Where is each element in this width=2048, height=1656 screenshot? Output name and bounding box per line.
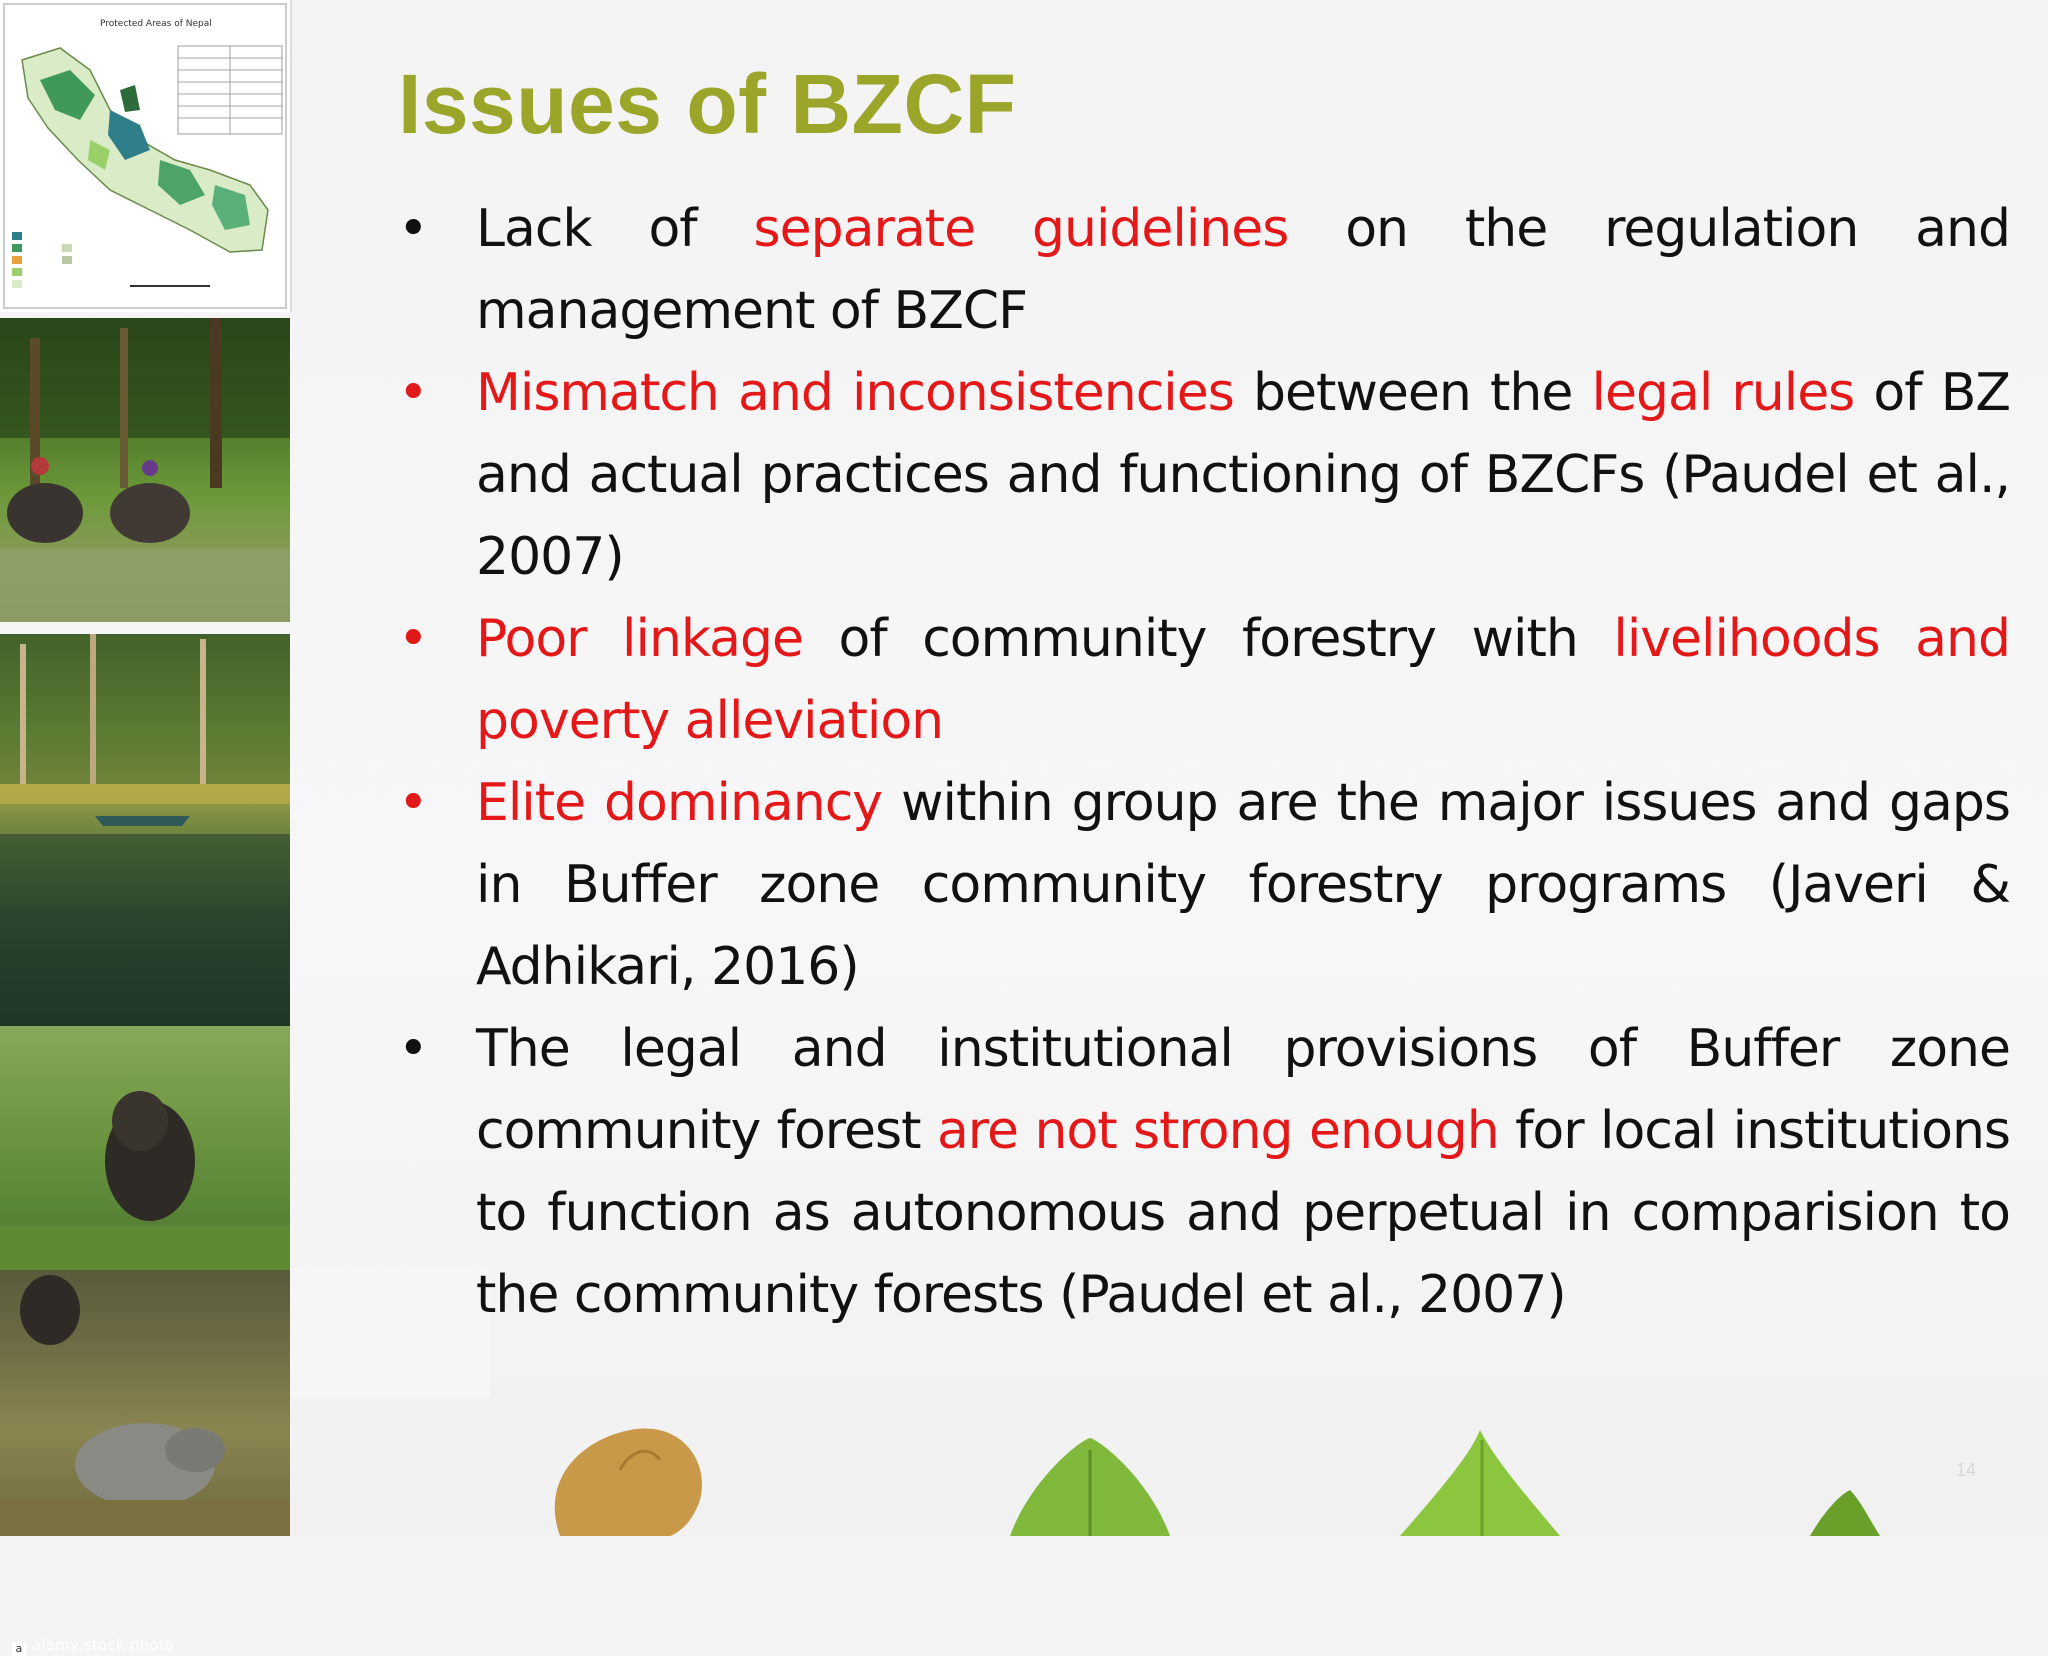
decorative-leaves [290,1400,2048,1536]
map-graphic [0,0,290,312]
elephant-scene [0,318,290,622]
highlighted-text: Mismatch and inconsistencies [476,363,1234,423]
highlighted-text: legal rules [1591,363,1855,423]
bullet-item [398,762,2010,1008]
highlighted-text: Poor linkage [476,609,803,669]
bullet-text: on the regulation and management of BZCF [476,199,2011,341]
highlighted-text: are not strong enough [936,1101,1499,1161]
slide-title: Issues of BZCF [398,57,1017,151]
bullet-text: of BZ and actual practices and functioning of BZCFs (Paudel et al., 2007) [476,363,2010,587]
boar-scene [0,1026,290,1270]
highlighted-text: separate guidelines [753,199,1289,259]
elephant-safari-photo [0,318,290,622]
bullet-text: Lack of [476,199,754,259]
lake-scene [0,634,290,1026]
bullet-marker: • [398,609,428,669]
bullet-text: within group are the major issues and gaps in Buffer zone community forestry programs (Javeri & Adhikari, 2016) [476,773,2010,997]
bullet-text: between the [1233,363,1592,423]
highlighted-text: livelihoods and poverty alleviation [476,609,2010,751]
highlighted-text: Elite dominancy [476,773,883,833]
map-title: Protected Areas of Nepal [100,19,212,29]
rhino-photo [0,1270,290,1536]
bullet-text: for local institutions to function as autonomous and perpetual in comparision to the community forests (Paudel et al., 2007) [476,1101,2011,1325]
bullet-item [398,188,2010,352]
slide-number: 14 [1955,1460,1976,1480]
watermark-icon: a [12,1642,26,1656]
lake-boat-photo [0,634,290,1655]
watermark-text: alamy stock photo [32,1636,175,1654]
bullet-marker: • [398,199,428,259]
rhino-scene [0,1270,290,1536]
bullet-item [398,1008,2010,1336]
nepal-protected-areas-map [0,0,292,312]
bullet-marker: • [398,773,428,833]
issues-bullet-list [398,188,2010,1336]
bullet-text: of community forestry with [802,609,1614,669]
bullet-marker: • [398,1019,428,1079]
photo-strip [0,0,290,1655]
bullet-text: The legal and institutional provisions of Buffer zone community forest [476,1019,2010,1161]
bullet-item [398,352,2010,598]
wild-boar-photo [0,1026,290,1270]
stock-watermark [12,1636,174,1656]
bullet-item [398,598,2010,762]
bullet-marker: • [398,363,428,423]
